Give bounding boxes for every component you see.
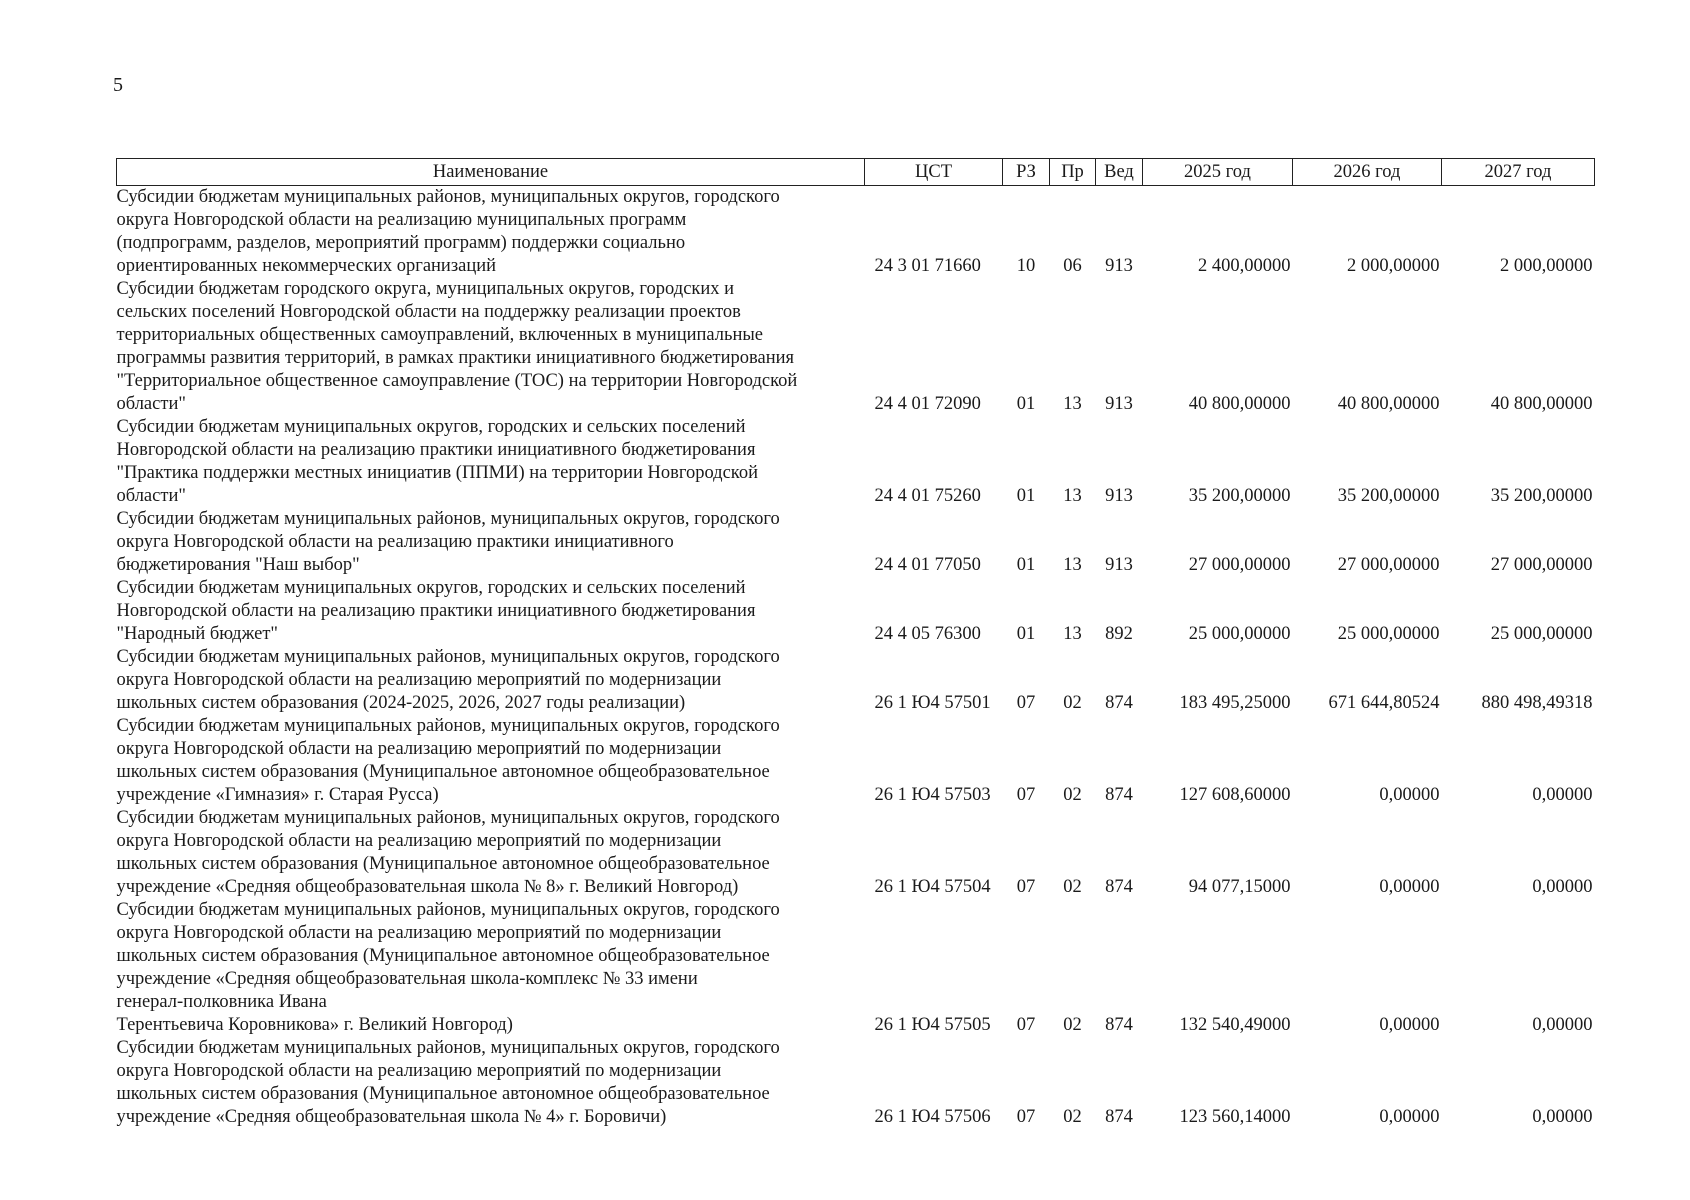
cell-cst: 24 4 01 72090 (874, 394, 981, 414)
cell-cst: 26 1 Ю4 57501 (874, 693, 991, 713)
cell-rz: 07 (1016, 785, 1036, 805)
name-line: Субсидии бюджетам муниципальных районов, муниципальных округов, городского (116, 509, 780, 529)
cell-ved: 874 (1105, 1015, 1133, 1035)
cell-2027: 0,00000 (1532, 1015, 1593, 1035)
cell-2026: 0,00000 (1379, 877, 1440, 897)
name-line: области" (116, 394, 186, 414)
name-line: округа Новгородской области на реализацию мероприятий по модернизации (116, 923, 722, 943)
name-line: "Практика поддержки местных инициатив (ППМИ) на территории Новгородской (116, 463, 758, 483)
cell-ved: 892 (1105, 624, 1133, 644)
name-line: Субсидии бюджетам муниципальных районов, муниципальных округов, городского (116, 900, 780, 920)
cell-2025: 25 000,00000 (1188, 624, 1291, 644)
cell-pr: 02 (1063, 877, 1082, 897)
cell-2026: 671 644,80524 (1328, 693, 1440, 713)
name-line: ориентированных некоммерческих организаций (116, 256, 497, 276)
cell-2027: 0,00000 (1532, 1107, 1593, 1127)
cell-name (117, 715, 865, 807)
cell-name (117, 577, 865, 646)
header-ved: Вед (1096, 159, 1143, 186)
name-line: школьных систем образования (2024-2025, 2026, 2027 годы реализации) (116, 693, 686, 713)
cell-ved: 874 (1105, 693, 1133, 713)
cell-2027: 0,00000 (1532, 785, 1593, 805)
cell-ved: 913 (1105, 555, 1133, 575)
name-line: округа Новгородской области на реализацию мероприятий по модернизации (116, 831, 722, 851)
cell-rz: 07 (1016, 877, 1036, 897)
cell-rz: 10 (1016, 256, 1036, 276)
cell-2026: 2 000,00000 (1347, 256, 1440, 276)
cell-name (117, 186, 865, 279)
name-line: Субсидии бюджетам муниципальных районов, муниципальных округов, городского (116, 1038, 780, 1058)
name-line: округа Новгородской области на реализацию муниципальных программ (116, 210, 687, 230)
table-header-row (117, 159, 1595, 186)
name-line: Субсидии бюджетам муниципальных районов, муниципальных округов, городского (116, 187, 780, 207)
name-line: округа Новгородской области на реализацию мероприятий по модернизации (116, 670, 722, 690)
page-number: 5 (113, 74, 123, 96)
cell-2026: 27 000,00000 (1337, 555, 1440, 575)
table-row (117, 508, 1595, 577)
name-line: Субсидии бюджетам муниципальных районов, муниципальных округов, городского (116, 808, 780, 828)
cell-2026: 0,00000 (1379, 1015, 1440, 1035)
cell-rz: 01 (1016, 555, 1036, 575)
table-row (117, 1037, 1595, 1129)
cell-cst: 24 4 01 77050 (874, 555, 981, 575)
name-line: "Территориальное общественное самоуправление (ТОС) на территории Новгородской (116, 371, 798, 391)
name-line: школьных систем образования (Муниципальное автономное общеобразовательное (116, 1084, 770, 1104)
name-line: учреждение «Средняя общеобразовательная школа № 8» г. Великий Новгород) (116, 877, 739, 897)
name-line: учреждение «Средняя общеобразовательная школа № 4» г. Боровичи) (116, 1107, 667, 1127)
cell-ved: 913 (1105, 486, 1133, 506)
cell-ved: 913 (1105, 256, 1133, 276)
cell-2025: 183 495,25000 (1179, 693, 1291, 713)
cell-2026: 25 000,00000 (1337, 624, 1440, 644)
header-pr: Пр (1050, 159, 1096, 186)
table-row (117, 416, 1595, 508)
name-line: школьных систем образования (Муниципальное автономное общеобразовательное (116, 762, 770, 782)
budget-table (116, 158, 1595, 1129)
header-2026: 2026 год (1293, 159, 1442, 186)
cell-2027: 2 000,00000 (1500, 256, 1593, 276)
header-cst: ЦСТ (865, 159, 1003, 186)
cell-rz: 01 (1016, 624, 1036, 644)
name-line: Субсидии бюджетам муниципальных районов, муниципальных округов, городского (116, 716, 780, 736)
cell-pr: 02 (1063, 785, 1082, 805)
name-line: (подпрограмм, разделов, мероприятий программ) поддержки социально (116, 233, 686, 253)
cell-2026: 0,00000 (1379, 1107, 1440, 1127)
name-line: Новгородской области на реализацию практики инициативного бюджетирования (116, 440, 756, 460)
name-line: Субсидии бюджетам муниципальных округов, городских и сельских поселений (116, 417, 746, 437)
name-line: учреждение «Гимназия» г. Старая Русса) (116, 785, 439, 805)
cell-2026: 0,00000 (1379, 785, 1440, 805)
cell-pr: 13 (1063, 555, 1082, 575)
name-line: бюджетирования "Наш выбор" (116, 555, 360, 575)
name-line: территориальных общественных самоуправлений, включенных в муниципальные (116, 325, 763, 345)
cell-cst: 24 4 01 75260 (874, 486, 981, 506)
name-line: "Народный бюджет" (116, 624, 278, 644)
table-row (117, 807, 1595, 899)
cell-2027: 35 200,00000 (1490, 486, 1593, 506)
name-line: генерал-полковника Ивана (116, 992, 327, 1012)
header-rz: РЗ (1003, 159, 1050, 186)
table-row (117, 646, 1595, 715)
header-2025: 2025 год (1143, 159, 1293, 186)
cell-2025: 94 077,15000 (1188, 877, 1291, 897)
cell-ved: 874 (1105, 1107, 1133, 1127)
table-row (117, 577, 1595, 646)
cell-2025: 2 400,00000 (1198, 256, 1291, 276)
cell-pr: 06 (1063, 256, 1082, 276)
cell-2025: 27 000,00000 (1188, 555, 1291, 575)
cell-2026: 35 200,00000 (1337, 486, 1440, 506)
cell-name (117, 807, 865, 899)
table-row (117, 278, 1595, 416)
name-line: школьных систем образования (Муниципальное автономное общеобразовательное (116, 854, 770, 874)
cell-rz: 07 (1016, 1015, 1036, 1035)
cell-rz: 01 (1016, 394, 1036, 414)
table-row (117, 899, 1595, 1037)
cell-name (117, 646, 865, 715)
table-row (117, 186, 1595, 279)
cell-rz: 07 (1016, 1107, 1036, 1127)
cell-pr: 13 (1063, 624, 1082, 644)
cell-2027: 25 000,00000 (1490, 624, 1593, 644)
cell-rz: 07 (1016, 693, 1036, 713)
cell-name (117, 278, 865, 416)
cell-ved: 874 (1105, 785, 1133, 805)
cell-2027: 880 498,49318 (1481, 693, 1593, 713)
name-line: округа Новгородской области на реализацию мероприятий по модернизации (116, 1061, 722, 1081)
name-line: округа Новгородской области на реализацию практики инициативного (116, 532, 674, 552)
name-line: Новгородской области на реализацию практики инициативного бюджетирования (116, 601, 756, 621)
cell-cst: 26 1 Ю4 57503 (874, 785, 991, 805)
cell-2025: 40 800,00000 (1188, 394, 1291, 414)
header-2027: 2027 год (1442, 159, 1595, 186)
cell-name (117, 899, 865, 1037)
name-line: учреждение «Средняя общеобразовательная школа-комплекс № 33 имени (116, 969, 698, 989)
cell-ved: 874 (1105, 877, 1133, 897)
cell-2025: 127 608,60000 (1179, 785, 1291, 805)
cell-name (117, 416, 865, 508)
cell-cst: 24 3 01 71660 (874, 256, 981, 276)
name-line: программы развития территорий, в рамках практики инициативного бюджетирования (116, 348, 795, 368)
cell-name (117, 1037, 865, 1129)
table-body (117, 186, 1595, 1130)
name-line: Субсидии бюджетам городского округа, муниципальных округов, городских и (116, 279, 735, 299)
name-line: области" (116, 486, 186, 506)
cell-pr: 02 (1063, 1015, 1082, 1035)
cell-2025: 132 540,49000 (1179, 1015, 1291, 1035)
cell-ved: 913 (1105, 394, 1133, 414)
name-line: Терентьевича Коровникова» г. Великий Новгород) (116, 1015, 513, 1035)
cell-cst: 26 1 Ю4 57504 (874, 877, 991, 897)
cell-pr: 13 (1063, 486, 1082, 506)
cell-pr: 02 (1063, 693, 1082, 713)
cell-pr: 02 (1063, 1107, 1082, 1127)
name-line: Субсидии бюджетам муниципальных округов, городских и сельских поселений (116, 578, 746, 598)
cell-pr: 13 (1063, 394, 1082, 414)
cell-2026: 40 800,00000 (1337, 394, 1440, 414)
cell-rz: 01 (1016, 486, 1036, 506)
name-line: сельских поселений Новгородской области на поддержку реализации проектов (116, 302, 741, 322)
cell-2027: 27 000,00000 (1490, 555, 1593, 575)
name-line: школьных систем образования (Муниципальное автономное общеобразовательное (116, 946, 770, 966)
name-line: округа Новгородской области на реализацию мероприятий по модернизации (116, 739, 722, 759)
cell-2027: 40 800,00000 (1490, 394, 1593, 414)
cell-name (117, 508, 865, 577)
cell-2025: 35 200,00000 (1188, 486, 1291, 506)
table-row (117, 715, 1595, 807)
cell-cst: 26 1 Ю4 57505 (874, 1015, 991, 1035)
cell-cst: 24 4 05 76300 (874, 624, 981, 644)
header-name: Наименование (117, 159, 865, 186)
cell-2025: 123 560,14000 (1179, 1107, 1291, 1127)
cell-2027: 0,00000 (1532, 877, 1593, 897)
name-line: Субсидии бюджетам муниципальных районов, муниципальных округов, городского (116, 647, 780, 667)
cell-cst: 26 1 Ю4 57506 (874, 1107, 991, 1127)
